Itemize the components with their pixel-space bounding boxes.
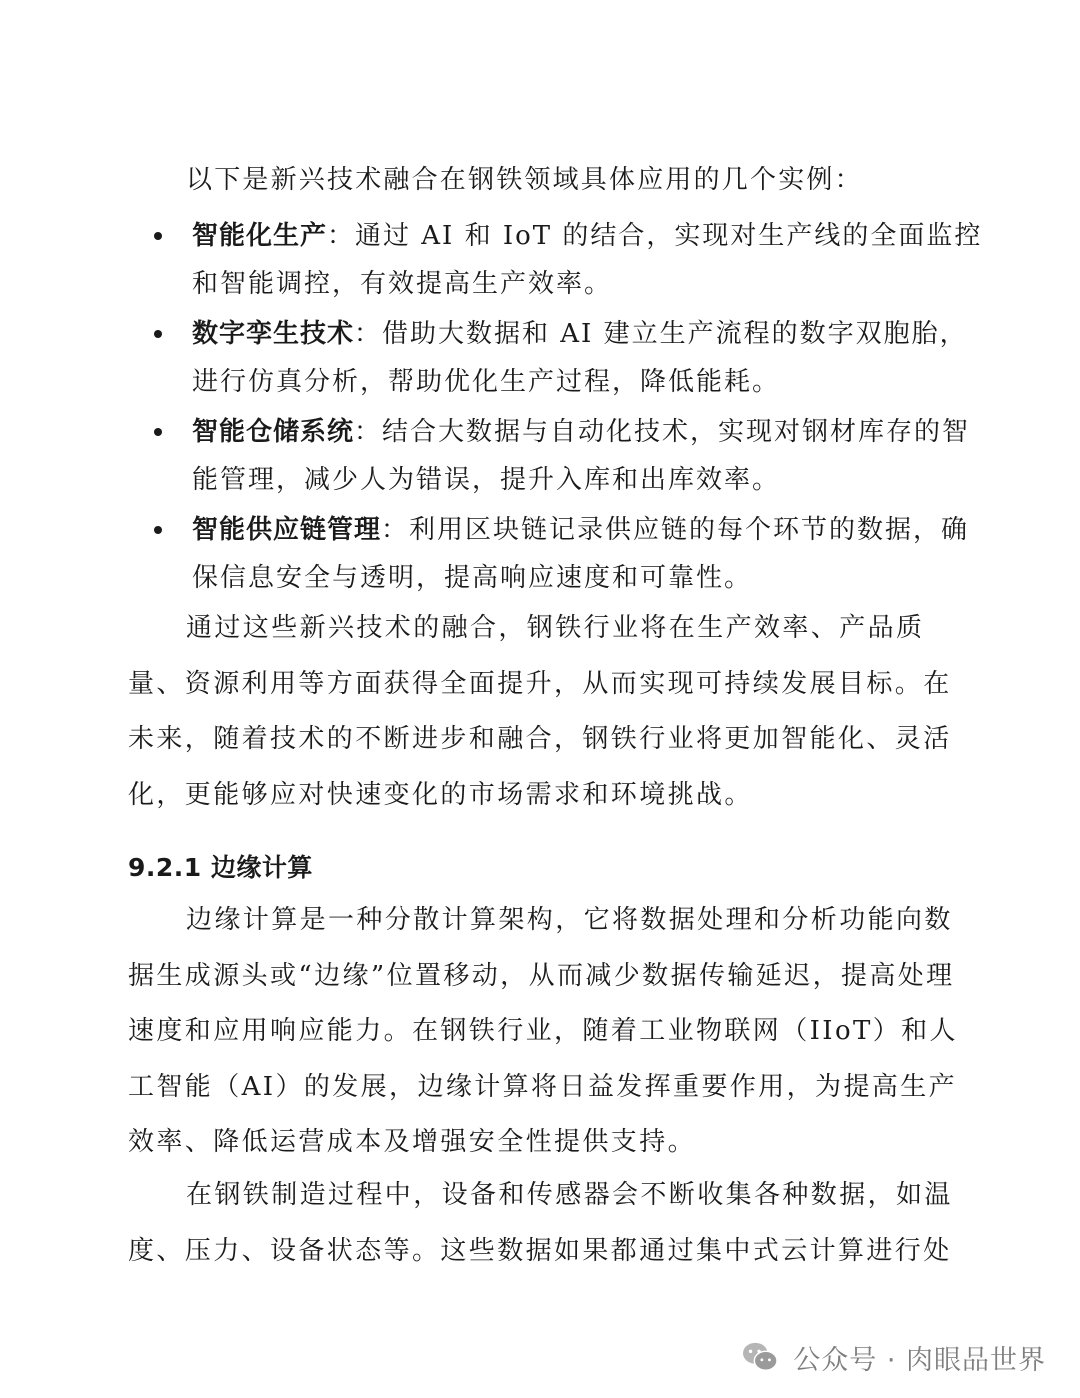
paragraph-summary: 通过这些新兴技术的融合，钢铁行业将在生产效率、产品质量、资源利用等方面获得全面提升，从而实现可持续发展目标。在未来，随着技术的不断进步和融合，钢铁行业将更加智能化、灵活化，更能够应对快速变化的市场需求和环境挑战。 [128,613,952,810]
bullet-title: 数字孪生技术 [192,319,355,349]
wechat-icon [741,1340,779,1374]
bullet-text: ：利用区块链记录供应链的每个环节的数据，确保信息安全与透明，提高响应速度和可靠性。 [192,515,970,593]
bullet-icon [154,526,162,534]
list-item [152,212,992,308]
list-item [152,310,992,406]
paragraph-edge-computing: 边缘计算是一种分散计算架构，它将数据处理和分析功能向数据生成源头或“边缘”位置移动，从而减少数据传输延迟，提高处理速度和应用响应能力。在钢铁行业，随着工业物联网（IIoT）和人工智能（AI）的发展，边缘计算将日益发挥重要作用，为提高生产效率、降低运营成本及增强安全性提供支持。 [128,905,958,1157]
section-heading: 9.2.1 边缘计算 [128,853,313,882]
bullet-title: 智能仓储系统 [192,417,355,447]
list-item [152,408,992,504]
bullet-text: ：借助大数据和 AI 建立生产流程的数字双胞胎，进行仿真分析，帮助优化生产过程，降低能耗。 [192,319,968,397]
bullet-title: 智能供应链管理 [192,515,382,545]
intro-line: 以下是新兴技术融合在钢铁领域具体应用的几个实例： [186,165,863,195]
watermark [741,1332,1046,1382]
watermark-text: 公众号 · 肉眼品世界 [793,1344,1046,1376]
bullet-text: ：通过 AI 和 IoT 的结合，实现对生产线的全面监控和智能调控，有效提高生产效率。 [192,221,983,299]
bullet-icon [154,428,162,436]
list-item [152,506,992,602]
bullet-icon [154,232,162,240]
paragraph-steel-manufacturing: 在钢铁制造过程中，设备和传感器会不断收集各种数据，如温度、压力、设备状态等。这些数据如果都通过集中式云计算进行处 [128,1180,953,1266]
bullet-title: 智能化生产 [192,221,328,251]
bullet-icon [154,330,162,338]
bullet-list [152,212,992,604]
bullet-text: ：结合大数据与自动化技术，实现对钢材库存的智能管理，减少人为错误，提升入库和出库效率。 [192,417,971,495]
